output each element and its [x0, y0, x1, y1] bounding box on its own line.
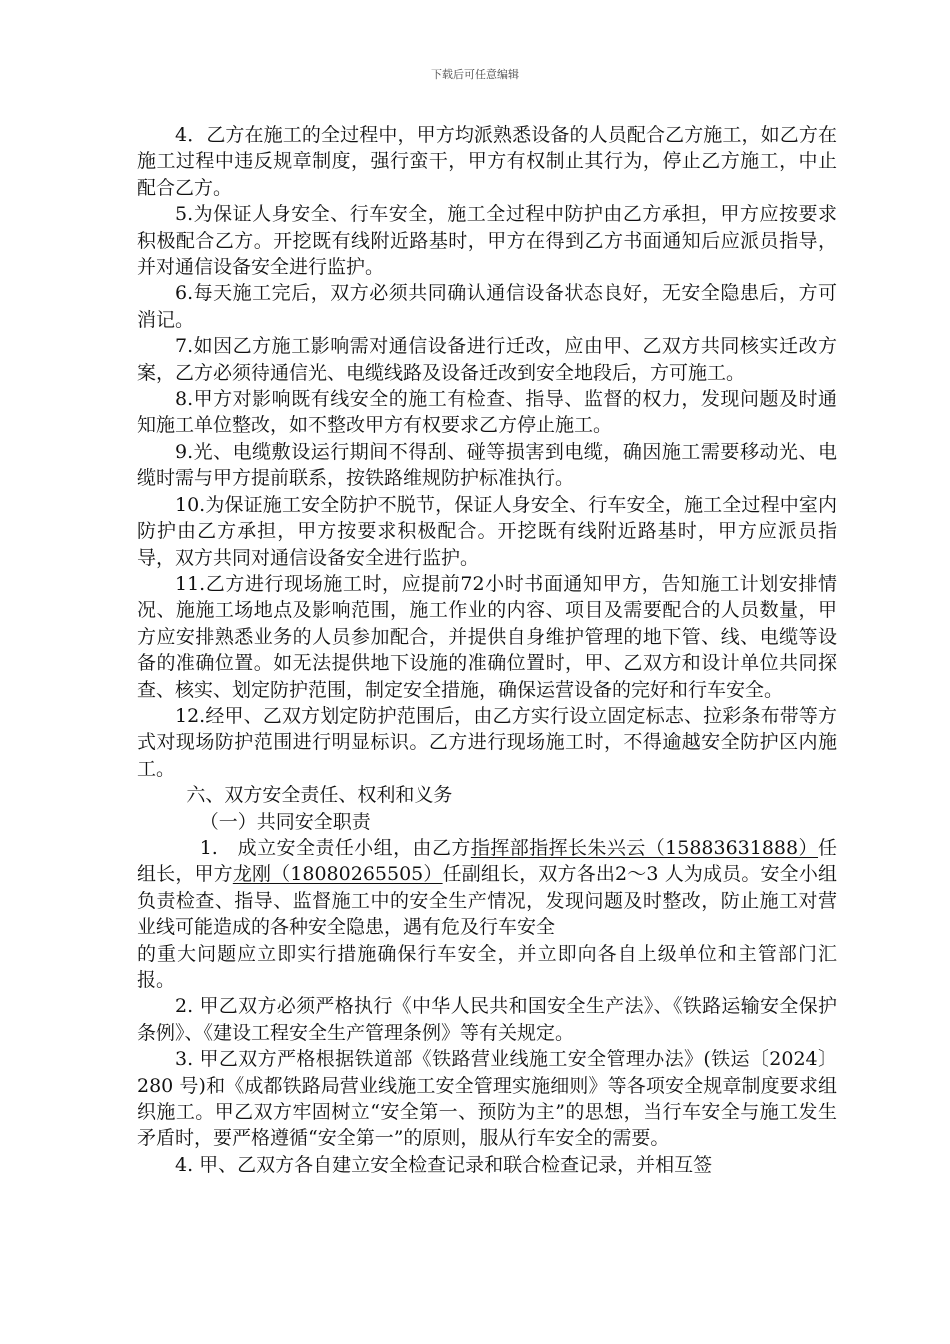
subsection-1-heading: （一）共同安全职责	[199, 810, 371, 833]
clause-12: 12.经甲、乙双方划定防护范围后，由乙方实行设立固定标志、拉彩条布带等方式对现场防护范围进行明显标识。乙方进行现场施工时，不得逾越安全防护区内施工。	[137, 704, 837, 780]
common-duty-2: 2. 甲乙双方必须严格执行《中华人民共和国安全生产法》、《铁路运输安全保护条例》、《建设工程安全生产管理条例》等有关规定。	[137, 995, 837, 1044]
clause-5: 5.为保证人身安全、行车安全，施工全过程中防护由乙方承担，甲方应按要求积极配合乙方。开挖既有线附近路基时，甲方在得到乙方书面通知后应派员指导，并对通信设备安全进行监护。	[137, 203, 837, 279]
clause-9: 9.光、电缆敷设运行期间不得刮、碰等损害到电缆，确因施工需要移动光、电缆时需与甲方提前联系，按铁路维规防护标准执行。	[137, 440, 837, 490]
clause-4: 4．乙方在施工的全过程中，甲方均派熟悉设备的人员配合乙方施工，如乙方在施工过程中违反规章制度，强行蛮干，甲方有权制止其行为，停止乙方施工，中止配合乙方。	[137, 124, 837, 199]
common-duty-1	[137, 835, 837, 941]
common-duty-1-mid: 任组长，甲方	[137, 836, 837, 886]
common-duty-1-tail: 任副组长，双方各出2～3 人为成员。安全小组负责检查、指导、监督施工中的安全生产情况，发现问题及时整改，防止施工对营业线可能造成的各种安全隐患，遇有危及行车安全	[137, 863, 837, 939]
clause-10: 10.为保证施工安全防护不脱节，保证人身安全、行车安全，施工全过程中室内防护由乙方承担，甲方按要求积极配合。开挖既有线附近路基时，甲方应派员指导，双方共同对通信设备安全进行监护。	[137, 493, 837, 569]
page-header: 下载后可任意编辑	[431, 68, 519, 81]
common-duty-4: 4. 甲、乙双方各自建立安全检查记录和联合检查记录，并相互签	[175, 1153, 713, 1176]
common-duty-1-lead: 1. 成立安全责任小组，由乙方	[199, 836, 471, 859]
section-6-heading: 六、双方安全责任、权利和义务	[186, 784, 453, 807]
common-duty-3: 3. 甲乙双方严格根据铁道部《铁路营业线施工安全管理办法》(铁运〔2024〕280 号)和《成都铁路局营业线施工安全管理实施细则》等各项安全规章制度要求组织施工。甲乙双方牢固树立“安全第一、预防为主”的思想，当行车安全与施工发生矛盾时，要严格遵循“安全第一”的原则，服从行车安全的需要。	[137, 1048, 837, 1150]
clause-7: 7.如因乙方施工影响需对通信设备进行迁改，应由甲、乙双方共同核实迁改方案，乙方必须待通信光、电缆线路及设备迁改到安全地段后，方可施工。	[137, 335, 837, 384]
deputy-leader-underlined: 龙刚（18080265505）	[232, 863, 443, 886]
clause-11: 11.乙方进行现场施工时，应提前72小时书面通知甲方，告知施工计划安排情况、施施工场地点及影响范围，施工作业的内容、项目及需要配合的人员数量，甲方应安排熟悉业务的人员参加配合，并提供自身维护管理的地下管、线、电缆等设备的准确位置。如无法提供地下设施的准确位置时，甲、乙双方和设计单位共同探查、核实、划定防护范围，制定安全措施，确保运营设备的完好和行车安全。	[137, 572, 837, 701]
group-leader-underlined: 指挥部指挥长朱兴云（15883631888）	[470, 836, 818, 859]
clause-6: 6.每天施工完后，双方必须共同确认通信设备状态良好，无安全隐患后，方可消记。	[137, 282, 837, 331]
common-duty-1-continued: 的重大问题应立即实行措施确保行车安全，并立即向各自上级单位和主管部门汇报。	[137, 942, 837, 991]
clause-8: 8.甲方对影响既有线安全的施工有检查、指导、监督的权力，发现问题及时通知施工单位整改，如不整改甲方有权要求乙方停止施工。	[137, 388, 837, 437]
document-body	[137, 122, 837, 1178]
